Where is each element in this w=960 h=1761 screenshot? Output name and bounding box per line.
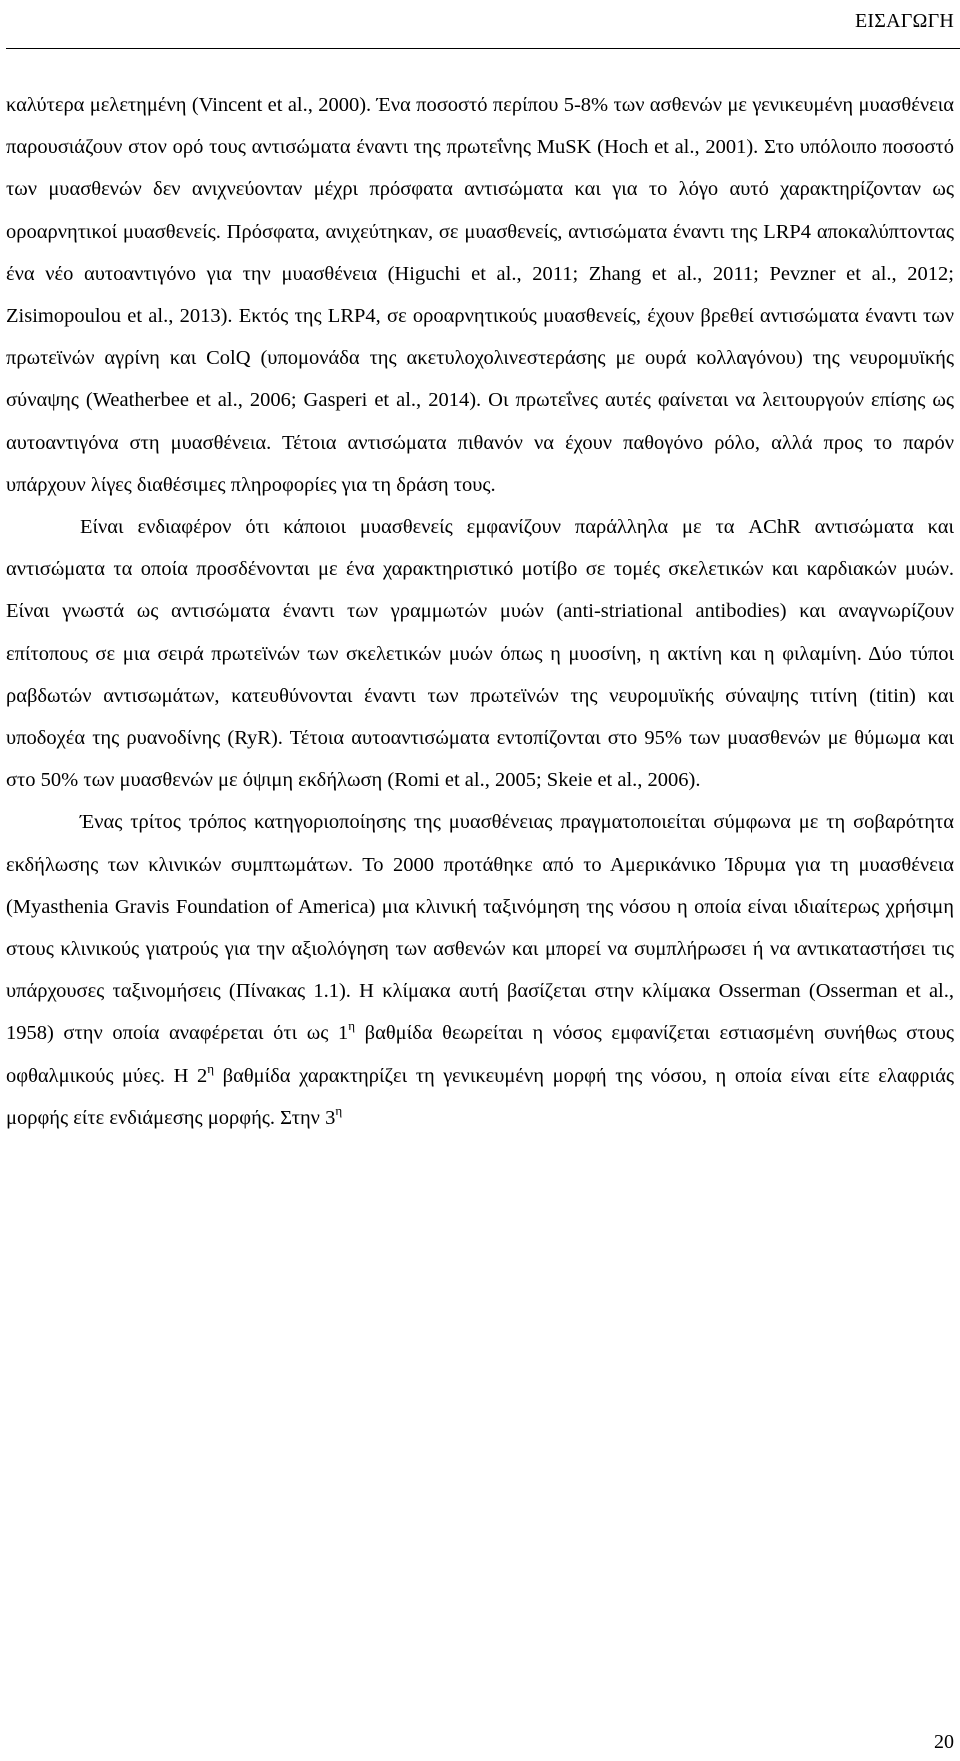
superscript-eta-2: η (207, 1060, 215, 1076)
superscript-eta-1: η (348, 1018, 356, 1034)
paragraph-3-part-2: βαθμίδα θεωρείται η νόσος εμφανίζεται εστιασμένη συνήθως στους οφθαλμικούς μύες. Η 2 (6, 1022, 954, 1087)
paragraph-1: καλύτερα μελετημένη (Vincent et al., 2000). Ένα ποσοστό περίπου 5-8% των ασθενών με γενικευμένη μυασθένεια παρουσιάζουν στον ορό τους αντισώματα έναντι της πρωτεΐνης MuSK (Hoch et al., 2001). Στο υπόλοιπο ποσοστό των μυασθενών δεν ανιχνεύονταν μέχρι πρόσφατα αντισώματα και για το λόγο αυτό χαρακτηρίζονταν ως οροαρνητικοί μυασθενείς. Πρόσφατα, ανιχεύτηκαν, σε μυασθενείς, αντισώματα έναντι της LRP4 αποκαλύπτοντας ένα νέο αυτοαντιγόνο για την μυασθένεια (Higuchi et al., 2011; Zhang et al., 2011; Pevzner et al., 2012; Zisimopoulou et al., 2013). Εκτός της LRP4, σε οροαρνητικούς μυασθενείς, έχουν βρεθεί αντισώματα έναντι των πρωτεϊνών αγρίνη και ColQ (υπομονάδα της ακετυλοχολινεστεράσης με ουρά κολλαγόνου) της νευρομυϊκής σύναψης (Weatherbee et al., 2006; Gasperi et al., 2014). Οι πρωτεΐνες αυτές φαίνεται να λειτουργούν επίσης ως αυτοαντιγόνα στη μυασθένεια. Τέτοια αντισώματα πιθανόν να έχουν παθογόνο ρόλο, αλλά προς το παρόν υπάρχουν λίγες διαθέσιμες πληροφορίες για τη δράση τους. (6, 94, 954, 496)
body-text (6, 84, 954, 1139)
chapter-title: ΕΙΣΑΓΩΓΗ (855, 10, 954, 32)
paragraph-3 (6, 801, 954, 1139)
paragraph-3-part-3: βαθμίδα χαρακτηρίζει τη γενικευμένη μορφή της νόσου, η οποία είναι είτε ελαφριάς μορφής είτε ενδιάμεσης μορφής. Στην 3 (6, 1064, 954, 1129)
page-header (0, 0, 960, 52)
header-divider (6, 48, 960, 49)
paragraph-3-part-1: Ένας τρίτος τρόπος κατηγοριοποίησης της μυασθένειας πραγματοποιείται σύμφωνα με τη σοβαρότητα εκδήλωσης των κλινικών συμπτωμάτων. Το 2000 προτάθηκε από το Αμερικάνικο Ίδρυμα για τη μυασθένεια (Myasthenia Gravis Foundation of America) μια κλινική ταξινόμηση της νόσου η οποία είναι ιδιαίτερως χρήσιμη στους κλινικούς γιατρούς για την αξιολόγηση των ασθενών και μπορεί να συμπλήρωσει ή να αντικαταστήσει τις υπάρχουσες ταξινομήσεις (Πίνακας 1.1). Η κλίμακα αυτή βασίζεται στην κλίμακα Osserman (Osserman et al., 1958) στην οποία αναφέρεται ότι ως 1 (6, 811, 954, 1045)
paragraph-2: Είναι ενδιαφέρον ότι κάποιοι μυασθενείς εμφανίζουν παράλληλα με τα AChR αντισώματα και αντισώματα τα οποία προσδένονται με ένα χαρακτηριστικό μοτίβο σε τομές σκελετικών και καρδιακών μυών. Είναι γνωστά ως αντισώματα έναντι των γραμμωτών μυών (anti-striational antibodies) και αναγνωρίζουν επίτοπους σε μια σειρά πρωτεϊνών των σκελετικών μυών όπως η μυοσίνη, η ακτίνη και η φιλαμίνη. Δύο τύποι ραβδωτών αντισωμάτων, κατευθύνονται έναντι των πρωτεϊνών της νευρομυϊκής σύναψης τιτίνη (titin) και υποδοχέα της ρυανοδίνης (RyR). Τέτοια αυτοαντισώματα εντοπίζονται στο 95% των μυασθενών με θύμωμα και στο 50% των μυασθενών με όψιμη εκδήλωση (Romi et al., 2005; Skeie et al., 2006). (6, 516, 954, 792)
superscript-eta-3: η (335, 1102, 343, 1118)
page-number: 20 (934, 1731, 954, 1753)
